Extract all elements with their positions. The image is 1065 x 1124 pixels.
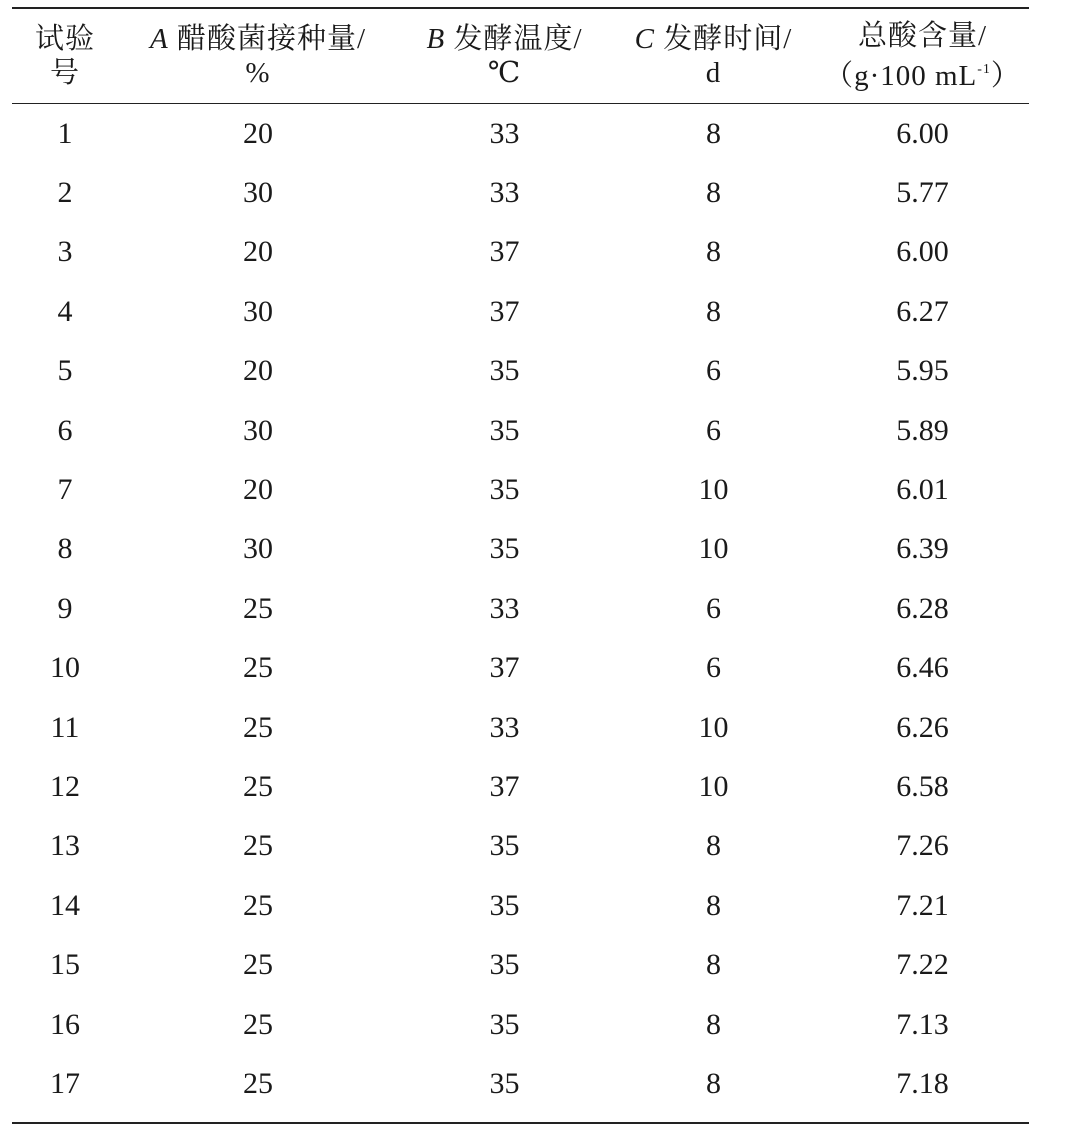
header-total-acid-line1: 总酸含量/ <box>857 20 988 52</box>
table-body <box>12 104 1029 1114</box>
total-acid-unit-close: ） <box>990 60 1021 92</box>
cell-inoculum-amount: 25 <box>243 888 273 922</box>
cell-fermentation-temperature: 35 <box>489 829 520 863</box>
table-row <box>12 342 1029 401</box>
factor-a-symbol: A <box>149 23 169 55</box>
cell-inoculum-amount: 25 <box>243 710 273 744</box>
cell-total-acid: 7.18 <box>896 1066 949 1100</box>
cell-trial-number: 2 <box>57 176 73 210</box>
table-row <box>12 639 1029 698</box>
table-row <box>12 698 1029 757</box>
cell-fermentation-temperature: 35 <box>489 473 520 507</box>
cell-fermentation-time: 6 <box>706 354 721 388</box>
table-row <box>12 104 1029 163</box>
table-row <box>12 995 1029 1054</box>
cell-trial-number: 6 <box>57 413 73 447</box>
total-acid-unit-base: （g·100 mL <box>824 60 978 92</box>
factor-b-symbol: B <box>426 23 446 55</box>
header-inoculum-amount <box>118 22 398 90</box>
cell-fermentation-temperature: 33 <box>489 591 520 625</box>
table-row <box>12 282 1029 341</box>
table-row <box>12 163 1029 222</box>
table-row <box>12 876 1029 935</box>
cell-inoculum-amount: 30 <box>243 532 273 566</box>
cell-trial-number: 11 <box>50 710 80 744</box>
cell-fermentation-time: 8 <box>706 176 721 210</box>
cell-total-acid: 5.95 <box>896 354 949 388</box>
cell-fermentation-temperature: 37 <box>489 294 520 328</box>
cell-total-acid: 6.39 <box>896 532 949 566</box>
cell-fermentation-temperature: 35 <box>489 888 520 922</box>
cell-inoculum-amount: 30 <box>243 413 273 447</box>
cell-total-acid: 6.27 <box>896 294 949 328</box>
cell-fermentation-temperature: 33 <box>489 116 520 150</box>
cell-fermentation-temperature: 35 <box>489 1007 520 1041</box>
cell-fermentation-temperature: 33 <box>489 176 520 210</box>
data-table <box>12 7 1029 1124</box>
cell-trial-number: 14 <box>50 888 80 922</box>
cell-inoculum-amount: 25 <box>243 1007 273 1041</box>
cell-fermentation-time: 8 <box>706 116 721 150</box>
cell-fermentation-time: 6 <box>706 591 721 625</box>
cell-total-acid: 7.13 <box>896 1007 949 1041</box>
cell-fermentation-time: 10 <box>698 473 729 507</box>
cell-total-acid: 6.01 <box>896 473 949 507</box>
cell-total-acid: 6.28 <box>896 591 949 625</box>
cell-fermentation-time: 8 <box>706 888 721 922</box>
cell-total-acid: 7.21 <box>896 888 949 922</box>
cell-total-acid: 7.26 <box>896 829 949 863</box>
table-row <box>12 401 1029 460</box>
cell-trial-number: 8 <box>57 532 73 566</box>
cell-total-acid: 6.00 <box>896 235 949 269</box>
factor-c-label: 发酵时间/ <box>655 23 793 55</box>
cell-fermentation-temperature: 35 <box>489 413 520 447</box>
cell-total-acid: 6.46 <box>896 651 949 685</box>
cell-total-acid: 5.77 <box>896 176 949 210</box>
header-inoculum-amount-line1 <box>118 22 398 56</box>
table-row <box>12 460 1029 519</box>
header-fermentation-temperature <box>398 22 611 90</box>
cell-inoculum-amount: 20 <box>243 235 273 269</box>
table-row <box>12 1054 1029 1113</box>
cell-inoculum-amount: 20 <box>243 473 273 507</box>
header-fermentation-time <box>611 22 816 90</box>
cell-fermentation-time: 6 <box>706 651 721 685</box>
cell-trial-number: 17 <box>50 1066 80 1100</box>
total-acid-unit-exponent: -1 <box>977 62 991 77</box>
cell-trial-number: 10 <box>50 651 80 685</box>
cell-inoculum-amount: 25 <box>243 829 273 863</box>
cell-trial-number: 3 <box>57 235 73 269</box>
cell-fermentation-temperature: 35 <box>489 532 520 566</box>
cell-fermentation-temperature: 35 <box>489 948 520 982</box>
header-trial-number-line2: 号 <box>49 57 80 89</box>
cell-trial-number: 16 <box>50 1007 80 1041</box>
header-fermentation-time-unit: d <box>705 57 722 89</box>
table-row <box>12 579 1029 638</box>
cell-inoculum-amount: 20 <box>243 354 273 388</box>
cell-fermentation-temperature: 35 <box>489 1066 520 1100</box>
factor-c-symbol: C <box>634 23 656 55</box>
cell-total-acid: 6.26 <box>896 710 949 744</box>
cell-fermentation-temperature: 37 <box>489 769 520 803</box>
cell-fermentation-time: 8 <box>706 948 721 982</box>
table-row <box>12 757 1029 816</box>
cell-inoculum-amount: 25 <box>243 591 273 625</box>
factor-b-label: 发酵温度/ <box>445 23 583 55</box>
cell-fermentation-time: 10 <box>698 769 729 803</box>
cell-trial-number: 5 <box>57 354 73 388</box>
cell-trial-number: 9 <box>57 591 73 625</box>
cell-inoculum-amount: 25 <box>243 948 273 982</box>
cell-fermentation-time: 8 <box>706 294 721 328</box>
cell-inoculum-amount: 25 <box>243 769 273 803</box>
cell-total-acid: 5.89 <box>896 413 949 447</box>
cell-total-acid: 7.22 <box>896 948 949 982</box>
cell-inoculum-amount: 25 <box>243 651 273 685</box>
cell-fermentation-time: 10 <box>698 532 729 566</box>
cell-fermentation-time: 6 <box>706 413 721 447</box>
header-fermentation-time-line1 <box>611 22 816 56</box>
cell-fermentation-time: 8 <box>706 235 721 269</box>
cell-trial-number: 4 <box>57 294 73 328</box>
table-row <box>12 935 1029 994</box>
cell-trial-number: 12 <box>50 769 80 803</box>
cell-inoculum-amount: 30 <box>243 294 273 328</box>
header-trial-number-line1: 试验 <box>34 23 95 55</box>
cell-inoculum-amount: 20 <box>243 116 273 150</box>
cell-trial-number: 13 <box>50 829 80 863</box>
table-header <box>12 9 1029 103</box>
header-fermentation-temperature-line1 <box>398 22 611 56</box>
cell-fermentation-time: 8 <box>706 829 721 863</box>
cell-fermentation-temperature: 33 <box>489 710 520 744</box>
cell-fermentation-time: 10 <box>698 710 729 744</box>
cell-trial-number: 15 <box>50 948 80 982</box>
cell-trial-number: 1 <box>57 116 73 150</box>
header-total-acid <box>816 19 1029 93</box>
bottom-rule <box>12 1122 1029 1124</box>
cell-total-acid: 6.58 <box>896 769 949 803</box>
cell-fermentation-time: 8 <box>706 1007 721 1041</box>
header-trial-number <box>12 22 118 90</box>
cell-total-acid: 6.00 <box>896 116 949 150</box>
header-fermentation-temperature-unit: ℃ <box>487 57 522 89</box>
header-inoculum-amount-unit: % <box>245 57 271 89</box>
cell-fermentation-temperature: 37 <box>489 651 520 685</box>
cell-inoculum-amount: 25 <box>243 1066 273 1100</box>
table-row <box>12 223 1029 282</box>
header-total-acid-unit <box>816 53 1029 93</box>
cell-inoculum-amount: 30 <box>243 176 273 210</box>
cell-fermentation-temperature: 37 <box>489 235 520 269</box>
cell-trial-number: 7 <box>57 473 73 507</box>
factor-a-label: 醋酸菌接种量/ <box>168 23 367 55</box>
table-row <box>12 520 1029 579</box>
table-row <box>12 817 1029 876</box>
cell-fermentation-temperature: 35 <box>489 354 520 388</box>
cell-fermentation-time: 8 <box>706 1066 721 1100</box>
